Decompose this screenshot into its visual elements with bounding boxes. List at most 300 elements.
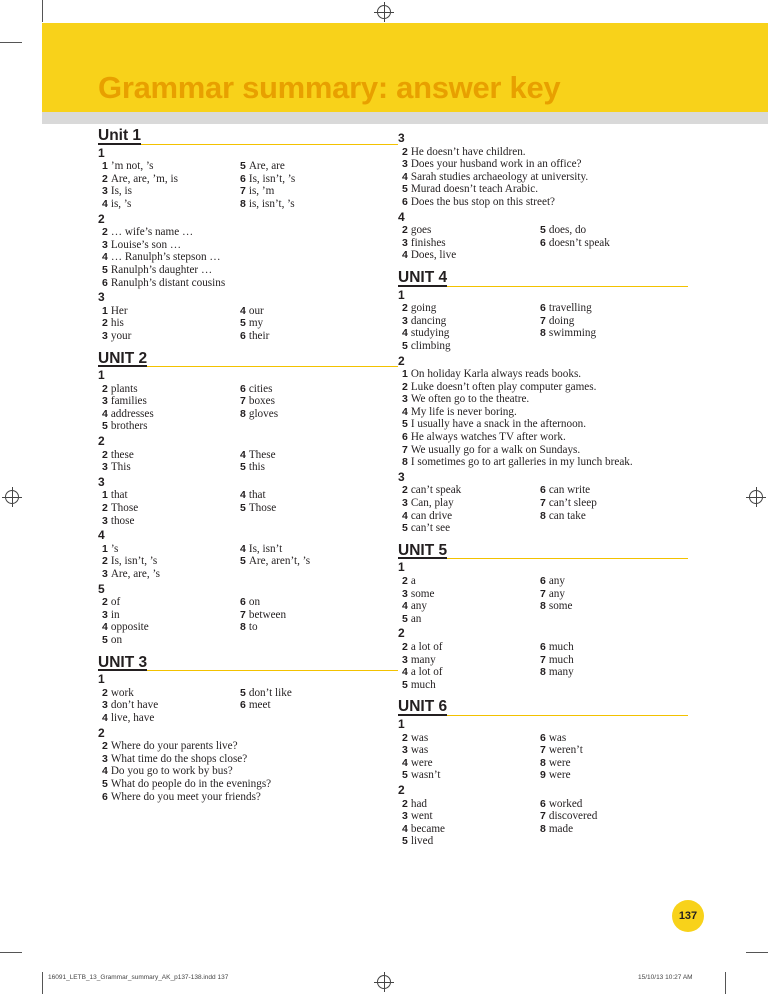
answer-number: 4: [402, 822, 408, 835]
answer-col-right: [240, 160, 380, 210]
answer-grid: [98, 383, 398, 433]
answer-text: much: [548, 640, 574, 653]
answer-number: 5: [240, 160, 246, 173]
answer-text: Is, isn’t, ’s: [110, 555, 158, 568]
answer-number: 2: [102, 555, 108, 568]
answer-item: [402, 769, 540, 782]
answer-number: 9: [540, 769, 546, 782]
answer-text: that: [110, 489, 128, 502]
answer-item: [102, 277, 398, 290]
answer-item: [102, 515, 240, 528]
exercise-number: 1: [398, 560, 405, 575]
answer-grid: [398, 224, 688, 262]
answer-col-right: [240, 687, 380, 725]
answer-text: our: [248, 304, 264, 317]
answer-number: 5: [240, 555, 246, 568]
answer-text: ’s: [110, 542, 119, 555]
answer-number: 4: [402, 666, 408, 679]
answer-item: [402, 575, 540, 588]
answer-col-right: [240, 305, 380, 343]
answer-item: [102, 160, 240, 173]
answer-item: [540, 497, 680, 510]
answer-text: is, ’s: [110, 197, 132, 210]
answer-text: plants: [110, 382, 138, 395]
answer-number: 6: [102, 276, 108, 289]
answer-number: 2: [102, 740, 108, 753]
answer-number: 2: [402, 640, 408, 653]
answer-number: 8: [540, 600, 546, 613]
answer-text: brothers: [110, 420, 148, 433]
answer-number: 4: [402, 509, 408, 522]
answer-text: Are, are: [248, 160, 285, 173]
unit-title: UNIT 5: [398, 541, 448, 559]
answer-text: of: [110, 596, 121, 609]
answer-item: [240, 383, 380, 396]
answer-item: [402, 249, 540, 262]
answer-number: 3: [102, 461, 108, 474]
answer-number: 2: [102, 596, 108, 609]
answer-col-right: [240, 543, 380, 581]
answer-text: doesn’t speak: [548, 236, 610, 249]
answer-text: studying: [410, 327, 450, 340]
answer-grid: [398, 302, 688, 352]
answer-text: Where do you meet your friends?: [110, 790, 261, 803]
answer-item: [102, 395, 240, 408]
answer-number: 2: [102, 502, 108, 515]
answer-text: families: [110, 395, 147, 408]
answer-item: [540, 510, 680, 523]
answer-col-right: [240, 449, 380, 474]
answer-item: [240, 489, 380, 502]
answer-number: 7: [540, 810, 546, 823]
answer-item: [240, 555, 380, 568]
answer-number: 2: [402, 224, 408, 237]
answer-text: on: [110, 633, 123, 646]
unit-heading: [98, 653, 398, 672]
answer-number: 6: [540, 640, 546, 653]
answer-number: 2: [102, 172, 108, 185]
answer-item: [102, 765, 398, 778]
answer-list: [98, 226, 398, 289]
answer-text: those: [110, 514, 135, 527]
answer-number: 4: [402, 170, 408, 183]
answer-item: [402, 510, 540, 523]
answer-number: 5: [240, 686, 246, 699]
answer-item: [540, 823, 680, 836]
answer-item: [540, 302, 680, 315]
exercise-number: 2: [398, 353, 405, 368]
answer-col-left: [102, 383, 240, 433]
answer-number: 6: [540, 302, 546, 315]
answer-number: 3: [402, 158, 408, 171]
answer-col-right: [240, 596, 380, 646]
answer-number: 3: [402, 393, 408, 406]
answer-number: 6: [240, 596, 246, 609]
answer-col-right: [540, 575, 680, 625]
answer-number: 6: [240, 699, 246, 712]
answer-text: on: [248, 596, 261, 609]
answer-number: 3: [402, 744, 408, 757]
answer-text: any: [548, 587, 565, 600]
answer-item: [402, 224, 540, 237]
answer-item: [402, 732, 540, 745]
answer-col-left: [402, 641, 540, 691]
answer-number: 3: [402, 587, 408, 600]
answer-item: [102, 173, 240, 186]
answer-col-left: [102, 449, 240, 474]
exercise-number: 5: [98, 581, 105, 596]
answer-item: [540, 575, 680, 588]
answer-text: dancing: [410, 314, 447, 327]
answer-item: [402, 810, 540, 823]
answer-text: is, isn’t, ’s: [248, 197, 295, 210]
answer-number: 7: [540, 497, 546, 510]
answer-number: 8: [540, 756, 546, 769]
answer-text: can’t speak: [410, 484, 462, 497]
answer-number: 1: [102, 489, 108, 502]
answer-item: [540, 757, 680, 770]
answer-item: [102, 226, 398, 239]
answer-text: don’t like: [248, 686, 292, 699]
answer-text: much: [410, 678, 436, 691]
answer-item: [402, 798, 540, 811]
answer-item: [240, 408, 380, 421]
answer-item: [102, 621, 240, 634]
answer-item: [540, 769, 680, 782]
answer-text: Are, are, ’m, is: [110, 172, 178, 185]
answer-text: to: [248, 621, 258, 634]
answer-text: meet: [248, 699, 271, 712]
answer-item: [402, 340, 540, 353]
answer-item: [102, 699, 240, 712]
answer-text: in: [110, 608, 120, 621]
answer-item: [402, 327, 540, 340]
answer-text: is, ’m: [248, 185, 275, 198]
answer-item: [540, 588, 680, 601]
answer-number: 8: [540, 822, 546, 835]
answer-number: 2: [402, 731, 408, 744]
answer-number: 2: [402, 380, 408, 393]
answer-col-left: [402, 484, 540, 534]
answer-item: [402, 158, 688, 171]
exercise-number: 3: [398, 469, 405, 484]
answer-item: [240, 461, 380, 474]
answer-number: 4: [240, 304, 246, 317]
answer-number: 8: [402, 456, 408, 469]
answer-col-left: [402, 798, 540, 848]
answer-item: [102, 305, 240, 318]
answer-item: [102, 317, 240, 330]
answer-text: Her: [110, 304, 128, 317]
answer-item: [102, 264, 398, 277]
answer-number: 3: [102, 514, 108, 527]
answer-item: [240, 173, 380, 186]
answer-text: can’t sleep: [548, 497, 597, 510]
answer-grid: [98, 489, 398, 527]
answer-text: What do people do in the evenings?: [110, 777, 272, 790]
answer-item: [102, 791, 398, 804]
answer-text: live, have: [110, 711, 155, 724]
answer-item: [540, 744, 680, 757]
answer-item: [102, 634, 240, 647]
answer-text: this: [248, 461, 266, 474]
answer-text: Do you go to work by bus?: [110, 765, 233, 778]
answer-item: [102, 461, 240, 474]
answer-item: [402, 484, 540, 497]
answer-number: 2: [102, 317, 108, 330]
answer-number: 4: [240, 542, 246, 555]
answer-text: Are, aren’t, ’s: [248, 555, 311, 568]
answer-list: [98, 740, 398, 803]
answer-grid: [98, 160, 398, 210]
answer-number: 2: [402, 797, 408, 810]
answer-col-left: [102, 596, 240, 646]
answer-number: 4: [240, 448, 246, 461]
answer-text: I usually have a snack in the afternoon.: [410, 418, 587, 431]
answer-item: [102, 330, 240, 343]
answer-item: [240, 317, 380, 330]
trim-mark: [0, 952, 22, 953]
answer-number: 5: [102, 777, 108, 790]
answer-text: much: [548, 653, 574, 666]
answer-number: 8: [540, 509, 546, 522]
answer-number: 2: [402, 575, 408, 587]
answer-grid: [398, 575, 688, 625]
answer-number: 5: [402, 183, 408, 196]
answer-item: [240, 449, 380, 462]
answer-item: [102, 489, 240, 502]
answer-item: [540, 732, 680, 745]
answer-text: finishes: [410, 236, 446, 249]
answer-text: He doesn’t have children.: [410, 145, 526, 158]
answer-text: Murad doesn’t teach Arabic.: [410, 183, 539, 196]
answer-item: [402, 418, 688, 431]
trim-mark: [42, 0, 43, 22]
answer-number: 6: [540, 236, 546, 249]
answer-number: 2: [402, 145, 408, 158]
answer-text: their: [248, 329, 270, 342]
answer-col-right: [240, 489, 380, 527]
answer-text: was: [410, 731, 429, 744]
answer-col-right: [240, 383, 380, 433]
answer-text: Does the bus stop on this street?: [410, 195, 556, 208]
header-underbar: [42, 112, 768, 124]
answer-item: [240, 395, 380, 408]
registration-mark-icon: [377, 975, 391, 989]
unit-heading: [98, 349, 398, 368]
answer-number: 3: [102, 568, 108, 580]
unit-heading: [398, 268, 688, 287]
answer-item: [102, 712, 240, 725]
answer-number: 5: [102, 263, 108, 276]
answer-list: [398, 146, 688, 209]
answer-text: don’t have: [110, 699, 159, 712]
answer-item: [102, 555, 240, 568]
unit-title: UNIT 3: [98, 653, 148, 671]
exercise-number: 4: [398, 209, 405, 224]
answer-item: [540, 641, 680, 654]
answer-text: opposite: [110, 621, 149, 634]
answer-number: 3: [402, 236, 408, 249]
answer-number: 4: [240, 489, 246, 502]
answer-item: [540, 224, 680, 237]
unit-heading: [398, 698, 688, 716]
answer-text: swimming: [548, 327, 597, 340]
answer-text: a lot of: [410, 640, 443, 653]
unit-heading: [398, 541, 688, 560]
answer-text: Ranulph’s daughter …: [110, 263, 213, 276]
answer-item: [402, 666, 540, 679]
page-title: Grammar summary: answer key: [98, 70, 561, 105]
answer-number: 8: [540, 327, 546, 340]
answer-item: [102, 198, 240, 211]
answer-number: 5: [402, 678, 408, 691]
answer-text: was: [548, 731, 567, 744]
answer-number: 4: [102, 621, 108, 634]
answer-item: [240, 198, 380, 211]
answer-item: [402, 183, 688, 196]
answer-number: 5: [540, 224, 546, 237]
answer-col-left: [102, 687, 240, 725]
answer-number: 6: [540, 797, 546, 810]
answer-number: 7: [402, 443, 408, 456]
answer-number: 2: [102, 448, 108, 461]
answer-col-left: [402, 302, 540, 352]
answer-text: can write: [548, 484, 591, 497]
answer-text: Where do your parents live?: [110, 740, 238, 753]
answer-number: 7: [540, 314, 546, 327]
answer-text: Those: [110, 502, 139, 515]
answer-col-left: [102, 305, 240, 343]
answer-item: [402, 237, 540, 250]
answer-item: [402, 456, 688, 469]
answer-grid: [398, 732, 688, 782]
answer-number: 5: [102, 420, 108, 433]
answer-text: became: [410, 822, 446, 835]
answer-item: [540, 666, 680, 679]
answer-text: These: [248, 448, 276, 461]
answer-number: 5: [240, 502, 246, 515]
answer-text: was: [410, 744, 429, 757]
answer-number: 2: [402, 484, 408, 497]
answer-text: Ranulph’s distant cousins: [110, 276, 226, 289]
answer-item: [402, 588, 540, 601]
answer-item: [540, 237, 680, 250]
answer-item: [102, 596, 240, 609]
answer-text: were: [548, 769, 571, 782]
answer-number: 5: [240, 317, 246, 330]
answer-number: 4: [102, 197, 108, 210]
exercise-number: 3: [398, 131, 405, 145]
answer-item: [240, 185, 380, 198]
unit-title: UNIT 2: [98, 349, 148, 367]
answer-number: 4: [102, 711, 108, 724]
answer-item: [102, 420, 240, 433]
answer-text: some: [410, 587, 435, 600]
answer-text: goes: [410, 224, 432, 237]
answer-item: [402, 757, 540, 770]
answer-number: 1: [102, 160, 108, 173]
answer-number: 7: [240, 395, 246, 408]
page-number: 137: [672, 900, 704, 932]
answer-item: [402, 171, 688, 184]
exercise-number: 1: [398, 716, 405, 731]
answer-number: 4: [402, 405, 408, 418]
answer-grid: [98, 305, 398, 343]
left-column: [98, 127, 398, 803]
answer-text: Does your husband work in an office?: [410, 158, 582, 171]
exercise-number: 1: [398, 287, 405, 302]
answer-text: Those: [248, 502, 277, 515]
answer-number: 1: [102, 542, 108, 555]
answer-number: 3: [402, 314, 408, 327]
unit-heading: [98, 127, 398, 145]
answer-text: On holiday Karla always reads books.: [410, 368, 582, 381]
answer-item: [402, 393, 688, 406]
answer-text: made: [548, 822, 574, 835]
answer-text: these: [110, 448, 134, 461]
answer-item: [240, 502, 380, 515]
answer-text: does, do: [548, 224, 587, 237]
unit-title: UNIT 4: [398, 268, 448, 286]
footer-filename: 16091_LETB_13_Grammar_summary_AK_p137-138.indd 137: [48, 974, 229, 981]
answer-text: worked: [548, 797, 583, 810]
answer-text: were: [410, 756, 433, 769]
answer-col-right: [540, 641, 680, 691]
answer-number: 4: [102, 251, 108, 264]
registration-mark-icon: [377, 5, 391, 19]
answer-number: 4: [402, 756, 408, 769]
answer-text: my: [248, 317, 264, 330]
answer-item: [240, 160, 380, 173]
answer-item: [402, 654, 540, 667]
answer-item: [102, 239, 398, 252]
answer-number: 7: [240, 608, 246, 621]
answer-text: an: [410, 612, 422, 625]
answer-number: 1: [102, 304, 108, 317]
answer-item: [402, 641, 540, 654]
answer-number: 3: [402, 653, 408, 666]
answer-text: that: [248, 489, 266, 502]
answer-text: your: [110, 329, 132, 342]
answer-item: [102, 609, 240, 622]
answer-item: [102, 687, 240, 700]
answer-number: 7: [540, 587, 546, 600]
answer-number: 5: [102, 633, 108, 646]
answer-grid: [98, 596, 398, 646]
answer-item: [402, 497, 540, 510]
answer-text: many: [548, 666, 574, 679]
registration-mark-icon: [5, 490, 19, 504]
exercise-number: 2: [398, 782, 405, 797]
answer-text: travelling: [548, 302, 592, 315]
answer-col-right: [540, 224, 680, 262]
answer-col-left: [102, 160, 240, 210]
answer-text: This: [110, 461, 131, 474]
answer-item: [402, 381, 688, 394]
answer-text: any: [548, 575, 565, 587]
answer-number: 5: [402, 339, 408, 352]
answer-item: [102, 449, 240, 462]
answer-text: I sometimes go to art galleries in my lunch break.: [410, 456, 633, 469]
answer-item: [540, 798, 680, 811]
exercise-number: 2: [98, 434, 105, 449]
answer-number: 8: [240, 197, 246, 210]
answer-col-left: [102, 543, 240, 581]
registration-mark-icon: [749, 490, 763, 504]
answer-col-left: [402, 224, 540, 262]
answer-item: [102, 778, 398, 791]
